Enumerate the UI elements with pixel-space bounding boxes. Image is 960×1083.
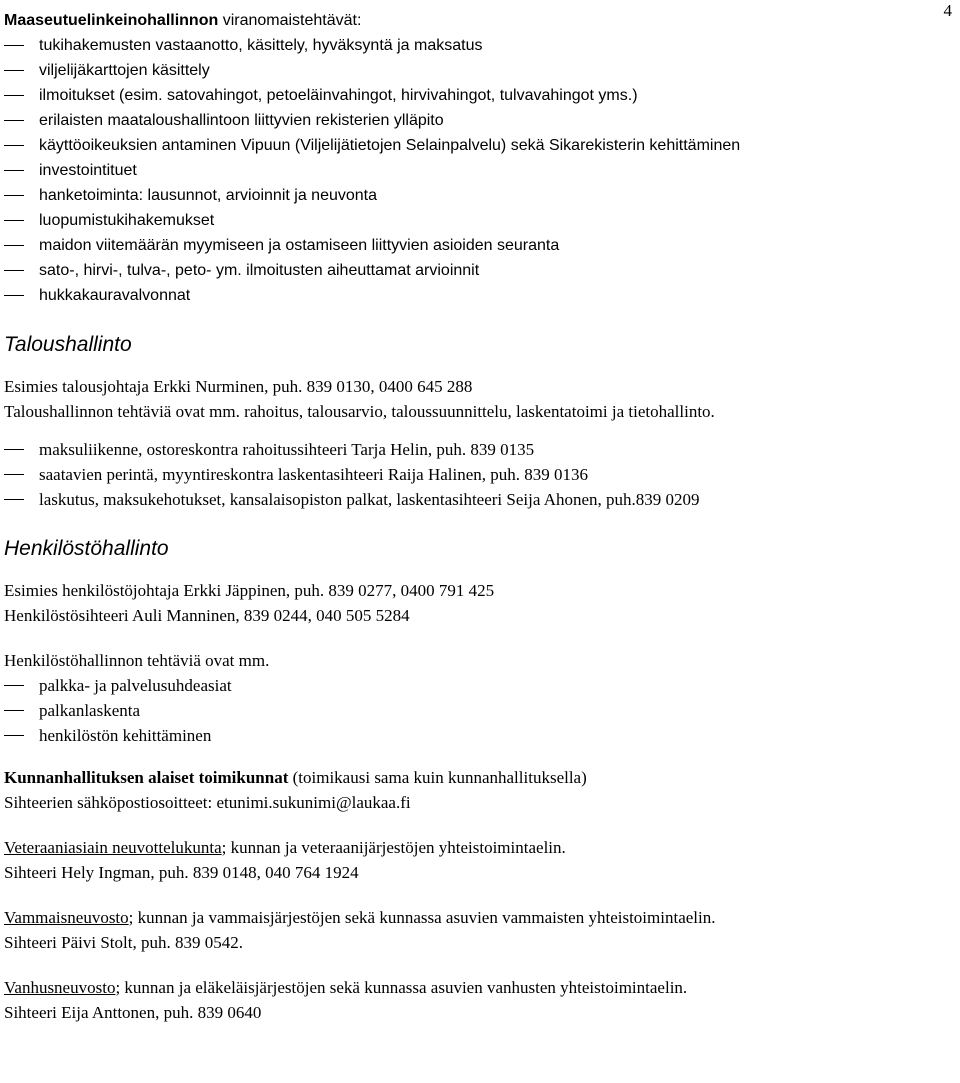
- toimikunta-contact: Sihteeri Päivi Stolt, puh. 839 0542.: [4, 933, 243, 952]
- henkilostohallinto-heading: Henkilöstöhallinto: [4, 537, 169, 560]
- henkilosto-list: [4, 673, 944, 748]
- list-item: erilaisten maataloushallintoon liittyvien rekisterien ylläpito: [4, 108, 944, 133]
- talous-list: [4, 437, 944, 512]
- document-body: [4, 8, 944, 1025]
- list-item: saatavien perintä, myyntireskontra laskentasihteeri Raija Halinen, puh. 839 0136: [4, 462, 944, 487]
- list-item: tukihakemusten vastaanotto, käsittely, hyväksyntä ja maksatus: [4, 33, 944, 58]
- page-number: 4: [943, 1, 952, 20]
- maaseutu-title-bold: Maaseutuelinkeinohallinnon: [4, 12, 219, 29]
- list-item: viljelijäkarttojen käsittely: [4, 58, 944, 83]
- taloushallinto-heading: Taloushallinto: [4, 333, 132, 356]
- henkilosto-esimies: Esimies henkilöstöjohtaja Erkki Jäppinen, puh. 839 0277, 0400 791 425: [4, 581, 495, 600]
- toimikunta-desc: ; kunnan ja veteraanijärjestöjen yhteistoimintaelin.: [221, 838, 566, 857]
- list-item: palkanlaskenta: [4, 698, 944, 723]
- toimikunta-desc: ; kunnan ja vammaisjärjestöjen sekä kunnassa asuvien vammaisten yhteistoimintaelin.: [128, 908, 716, 927]
- toimikunta-contact: Sihteeri Hely Ingman, puh. 839 0148, 040 764 1924: [4, 863, 359, 882]
- list-item: hukkakauravalvonnat: [4, 283, 944, 308]
- toimikunta-name: Vammaisneuvosto: [4, 908, 129, 927]
- maaseutu-title-rest: viranomaistehtävät:: [218, 12, 362, 29]
- list-item: sato-, hirvi-, tulva-, peto- ym. ilmoitusten aiheuttamat arvioinnit: [4, 258, 944, 283]
- list-item: investointituet: [4, 158, 944, 183]
- list-item: ilmoitukset (esim. satovahingot, petoeläinvahingot, hirvivahingot, tulvavahingot yms.): [4, 83, 944, 108]
- list-item: luopumistukihakemukset: [4, 208, 944, 233]
- toimikunta-block: [4, 835, 944, 885]
- toimikunta-contact: Sihteeri Eija Anttonen, puh. 839 0640: [4, 1003, 262, 1022]
- toimikunnat-title-bold: Kunnanhallituksen alaiset toimikunnat: [4, 768, 289, 787]
- toimikunta-name: Veteraaniasiain neuvottelukunta: [4, 838, 222, 857]
- list-item: hanketoiminta: lausunnot, arvioinnit ja neuvonta: [4, 183, 944, 208]
- toimikunnat-title: [4, 765, 944, 790]
- email-info: Sihteerien sähköpostiosoitteet: etunimi.sukunimi@laukaa.fi: [4, 793, 411, 812]
- talous-esimies: Esimies talousjohtaja Erkki Nurminen, puh. 839 0130, 0400 645 288: [4, 377, 473, 396]
- list-item: henkilöstön kehittäminen: [4, 723, 944, 748]
- list-item: käyttöoikeuksien antaminen Vipuun (Viljelijätietojen Selainpalvelu) sekä Sikarekisterin kehittäminen: [4, 133, 944, 158]
- list-item: maidon viitemäärän myymiseen ja ostamiseen liittyvien asioiden seuranta: [4, 233, 944, 258]
- toimikunnat-title-rest: (toimikausi sama kuin kunnanhallituksella): [288, 768, 587, 787]
- toimikunta-block: [4, 905, 944, 955]
- toimikunta-desc: ; kunnan ja eläkeläisjärjestöjen sekä kunnassa asuvien vanhusten yhteistoimintaelin.: [115, 978, 688, 997]
- talous-tehtavat: Taloushallinnon tehtäviä ovat mm. rahoitus, talousarvio, taloussuunnittelu, laskentatoimi ja tietohallinto.: [4, 402, 715, 421]
- toimikunta-block: [4, 975, 944, 1025]
- maaseutu-list: [4, 33, 944, 308]
- toimikunta-name: Vanhusneuvosto: [4, 978, 116, 997]
- list-item: palkka- ja palvelusuhdeasiat: [4, 673, 944, 698]
- henkilosto-tehtavat: Henkilöstöhallinnon tehtäviä ovat mm.: [4, 651, 270, 670]
- list-item: maksuliikenne, ostoreskontra rahoitussihteeri Tarja Helin, puh. 839 0135: [4, 437, 944, 462]
- list-item: laskutus, maksukehotukset, kansalaisopiston palkat, laskentasihteeri Seija Ahonen, puh.839 0209: [4, 487, 944, 512]
- henkilosto-sihteeri: Henkilöstösihteeri Auli Manninen, 839 0244, 040 505 5284: [4, 606, 410, 625]
- maaseutu-title: [4, 8, 944, 33]
